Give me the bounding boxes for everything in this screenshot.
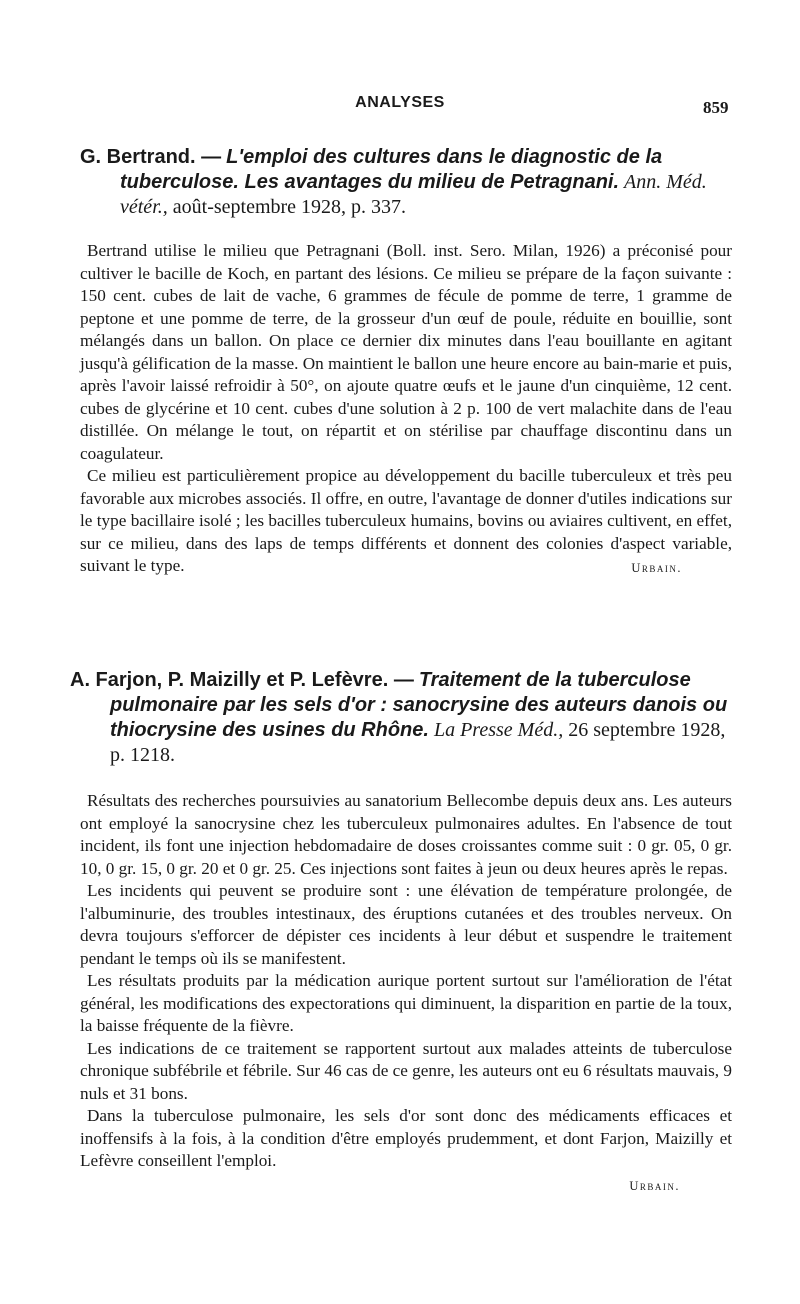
- page-number: 859: [703, 98, 729, 117]
- article-paragraph: Résultats des recherches poursuivies au sanatorium Bellecombe depuis deux ans. Les auteurs ont employé la sanocrysine chez les tuberculeux pulmonaires adultes. En l'absence de tout incident, ils font une injection hebdomadaire de doses croissantes comme suit : 0 gr. 05, 0 gr. 10, 0 gr. 15, 0 gr. 20 et 0 gr. 25. Ces injections sont faites à jeun ou deux heures après le repas.: [80, 791, 732, 878]
- article-title: L'emploi des cultures dans le diagnostic de la tuberculose. Les avantages du milieu de Petragnani.: [120, 146, 663, 193]
- article-paragraph: Dans la tuberculose pulmonaire, les sels d'or sont donc des médicaments efficaces et inoffensifs à la fois, à la condition d'être employés prudemment, et dont Farjon, Maizilly et Lefèvre conseillent l'emploi.: [80, 1106, 732, 1170]
- paragraph-text: Ce milieu est particulièrement propice au développement du bacille tuberculeux et très peu favorable aux microbes associés. Il offre, en outre, l'avantage de donner d'utiles indications sur le type bacillaire isolé ; les bacilles tuberculeux humains, bovins ou aviaires cultivent, en effet, sur ce milieu, dans des laps de temps différents et donnent des colonies d'aspect variable, suivant le type.: [80, 466, 732, 575]
- article-heading: [0, 668, 800, 768]
- article-bertrand: [0, 145, 800, 580]
- article-date: 26 septembre 1928, p. 1218.: [110, 719, 726, 766]
- article-farjon: [0, 668, 800, 1194]
- article-paragraph: Les incidents qui peuvent se produire sont : une élévation de température prolongée, de l'albuminurie, des troubles intestinaux, des éruptions cutanées et des troubles nerveux. On devra toujours s'efforcer de dépister ces incidents à leur début et suspendre le traitement pendant le temps où ils se manifestent.: [80, 881, 732, 968]
- article-author: G. Bertrand. —: [80, 146, 222, 168]
- article-date: août-septembre 1928, p. 337.: [172, 196, 407, 218]
- article-heading: [0, 145, 800, 220]
- running-title: ANALYSES: [355, 94, 445, 111]
- article-source: La Presse Méd.,: [433, 719, 564, 741]
- article-paragraph: Bertrand utilise le milieu que Petragnani (Boll. inst. Sero. Milan, 1926) a préconisé pour cultiver le bacille de Koch, en partant des lésions. Ce milieu se prépare de la façon suivante : 150 cent. cubes de lait de vache, 6 grammes de fécule de pomme de terre, 1 gramme de peptone et une pomme de terre, de la grosseur d'un œuf de poule, réduite en bouillie, sont mélangés dans un ballon. On place ce dernier dix minutes dans l'eau bouillante en agitant jusqu'à gélification de la masse. On maintient le ballon une heure encore au bain-marie et puis, après l'avoir laissé refroidir à 50°, on ajoute quatre œufs et le jaune d'un cinquième, 12 cent. cubes de glycérine et 10 cent. cubes d'une solution à 2 p. 100 de vert malachite dans de l'eau distillée. On mélange le tout, on répartit et on stérilise par chauffage discontinu dans un coagulateur.: [80, 241, 732, 463]
- article-paragraph: Les résultats produits par la médication aurique portent surtout sur l'amélioration de l'état général, les modifications des expectorations qui diminuent, la disparition en partie de la toux, la baisse fréquente de la fièvre.: [80, 971, 732, 1035]
- article-signature: Urbain.: [629, 1178, 680, 1193]
- article-paragraph: Les indications de ce traitement se rapportent surtout aux malades atteints de tuberculose chronique subfébrile et fébrile. Sur 46 cas de ce genre, les auteurs ont eu 6 résultats mauvais, 9 nuls et 31 bons.: [80, 1038, 732, 1103]
- article-author: A. Farjon, P. Maizilly et P. Lefèvre. —: [70, 669, 414, 691]
- article-paragraph: [0, 465, 800, 578]
- article-source: Ann. Méd. vétér.,: [120, 171, 707, 218]
- article-signature: Urbain.: [631, 561, 682, 575]
- article-title: Traitement de la tuberculose pulmonaire par les sels d'or : sanocrysine des auteurs danois ou thiocrysine des usines du Rhône.: [110, 669, 728, 741]
